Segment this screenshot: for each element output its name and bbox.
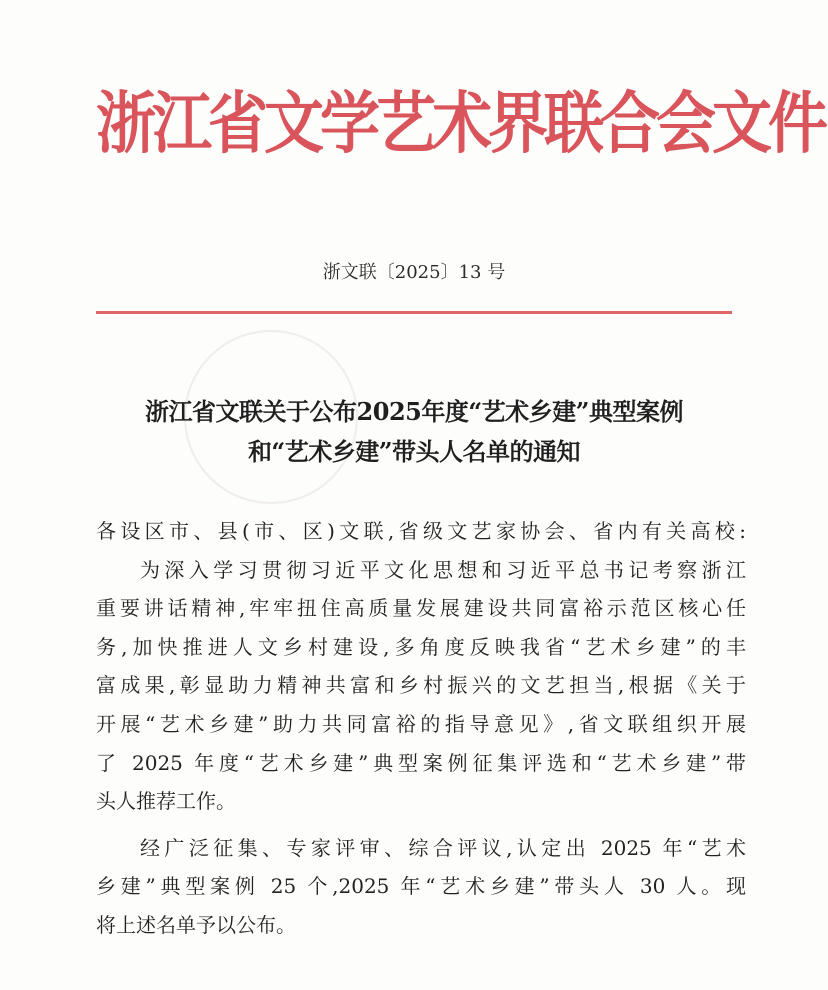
paragraph-1-line: 务,加快推进人文乡村建设,多角度反映我省“艺术乡建”的丰	[96, 634, 746, 659]
notice-title-line-1: 浙江省文联关于公布2025年度“艺术乡建”典型案例	[145, 397, 683, 426]
paragraph-1-line: 头人推荐工作。	[96, 789, 236, 814]
paragraph-1-line: 为深入学习贯彻习近平文化思想和习近平总书记考察浙江	[140, 557, 746, 582]
document-masthead: 浙江省文学艺术界联合会文件	[96, 84, 824, 164]
paragraph-1-line: 了 2025 年度“艺术乡建”典型案例征集评选和“艺术乡建”带	[96, 750, 746, 775]
red-divider-rule	[96, 311, 732, 314]
paragraph-1-line: 重要讲话精神,牢牢扭住高质量发展建设共同富裕示范区核心任	[96, 596, 746, 621]
notice-body	[96, 512, 746, 945]
paragraph-1-line: 开展“艺术乡建”助力共同富裕的指导意见》,省文联组织开展	[96, 711, 746, 736]
paragraph-spacer	[96, 821, 746, 829]
paragraph-2-line: 乡建”典型案例 25 个,2025 年“艺术乡建”带头人 30 人。现	[96, 874, 746, 899]
paragraph-2-line: 经广泛征集、专家评审、综合评议,认定出 2025 年“艺术	[140, 835, 746, 860]
address-line: 各设区市、县(市、区)文联,省级文艺家协会、省内有关高校:	[96, 519, 746, 543]
notice-title-line-2: 和“艺术乡建”带头人名单的通知	[247, 437, 581, 466]
paragraph-2-line: 将上述名单予以公布。	[96, 912, 296, 937]
paragraph-1-line: 富成果,彰显助力精神共富和乡村振兴的文艺担当,根据《关于	[96, 673, 746, 698]
document-number: 浙文联〔2025〕13 号	[322, 262, 506, 283]
